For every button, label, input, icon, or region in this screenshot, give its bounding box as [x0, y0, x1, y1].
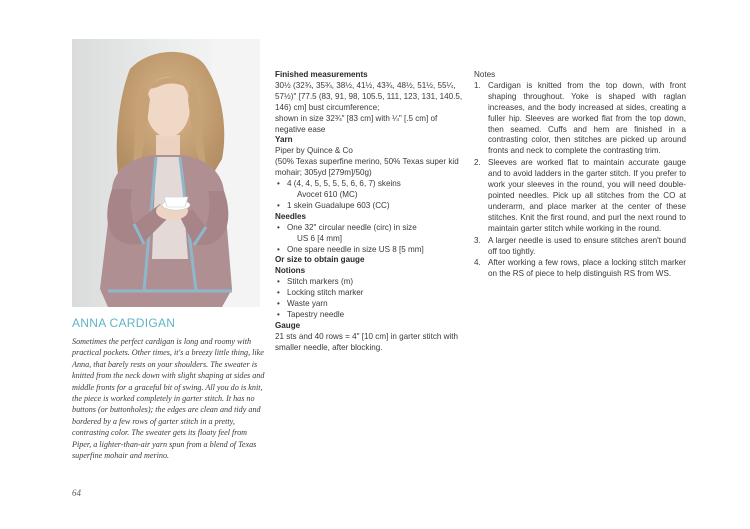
finished-measurements-heading: Finished measurements [275, 70, 368, 79]
finished-sizes: 30½ (32¾, 35¾, 38½, 41½, 43¾, 48½, 51½, 55¼, 57½)" [77.5 (83, 91, 98, 105.5, 111, 123, 131, 140.5, 146) cm] bust circumference; [275, 80, 463, 112]
note-text: Sleeves are worked flat to maintain accurate gauge and to avoid ladders in the garter stitch. If you prefer to work your sleeves in the round, you will need double-pointed needles. Pick up all stitches from the CO at underarm, and place marker at the center of these stitches. Knit the first round, and purl the next round to maintain garter stitch while working in the round. [488, 158, 686, 233]
list-item [474, 236, 686, 258]
list-item [474, 258, 686, 280]
needles-heading: Needles [275, 211, 307, 221]
yarn-name: Piper by Quince & Co [275, 146, 353, 156]
circular-needle: One 32" circular needle (circ) in size [287, 222, 417, 232]
list-item [287, 223, 465, 245]
pattern-intro: Sometimes the perfect cardigan is long and roomy with practical pockets. Other times, it's a breezy little thing, like Anna, that barely rests on your shoulders. The sweater is knitted from the neck down with slight shaping at sides and middle fronts for a graceful bit of swing. All you do is knit, the piece is worked completely in garter stitch. It has no buttons (or buttonholes); the edges are clean and tidy and bordered by a few rows of garter stitch in a pretty, contrasting color. The sweater gets its floaty feel from Piper, a lighter-than-air yarn spun from a blend of Texas superfine mohair and merino. [72, 337, 265, 461]
yarn-cc-amount: 1 skein Guadalupe 603 (CC) [287, 200, 390, 210]
cardigan-photo [72, 39, 260, 307]
note-text: A larger needle is used to ensure stitches aren't bound off too tightly. [488, 235, 686, 256]
gauge-heading: Gauge [275, 320, 301, 330]
notions-list [275, 277, 465, 321]
pattern-title: ANNA CARDIGAN [72, 316, 176, 330]
list-item: • Stitch markers (m) [287, 277, 465, 288]
yarn-mc-amount: 4 (4, 4, 5, 5, 5, 5, 6, 6, 7) skeins [287, 179, 401, 189]
list-item [287, 201, 465, 212]
gauge-note: Or size to obtain gauge [275, 255, 365, 265]
page-number: 64 [72, 488, 81, 498]
needles-list [275, 223, 465, 256]
shown-size: shown in size 32¾" [83 cm] with ¼" [.5 cm] of negative ease [275, 113, 438, 134]
list-item: • Tapestry needle [287, 310, 465, 321]
list-item [474, 81, 686, 157]
spare-needle: One spare needle in size US 8 [5 mm] [287, 244, 424, 254]
list-item [287, 245, 465, 256]
model-illustration [72, 39, 260, 307]
gauge-text: 21 sts and 40 rows = 4" [10 cm] in garter stitch with smaller needle, after blocking. [275, 331, 459, 352]
yarn-list [275, 179, 465, 212]
note-text: After working a few rows, place a locking stitch marker on the RS of piece to help distinguish RS from WS. [488, 258, 686, 279]
note-text: Cardigan is knitted from the top down, with front shaping throughout. Yoke is shaped with raglan increases, and the body increased at sides, creating a fuller hip. Sleeves are worked flat from the top down, then seamed. Cuffs and hem are finished in a contrasting color, then stitches are picked up around fronts and neck to complete the contrasting trim. [488, 80, 686, 156]
notions-heading: Notions [275, 266, 306, 276]
yarn-fiber: (50% Texas superfine merino, 50% Texas super kid mohair; 305yd [279m]/50g) [275, 157, 459, 178]
yarn-mc-color: Avocet 610 (MC) [297, 189, 358, 199]
notes-heading: Notes [474, 70, 496, 79]
notes-list [474, 81, 686, 280]
note-number: 3. [474, 235, 481, 245]
list-item [287, 179, 465, 201]
yarn-heading: Yarn [275, 135, 293, 145]
note-number: 4. [474, 258, 481, 268]
circular-needle-size: US 6 [4 mm] [297, 233, 342, 243]
list-item [474, 158, 686, 234]
list-item: • Locking stitch marker [287, 288, 465, 299]
note-number: 1. [474, 80, 481, 90]
notes-column [474, 70, 686, 281]
materials-column [275, 70, 465, 354]
list-item: • Waste yarn [287, 299, 465, 310]
note-number: 2. [474, 158, 481, 168]
